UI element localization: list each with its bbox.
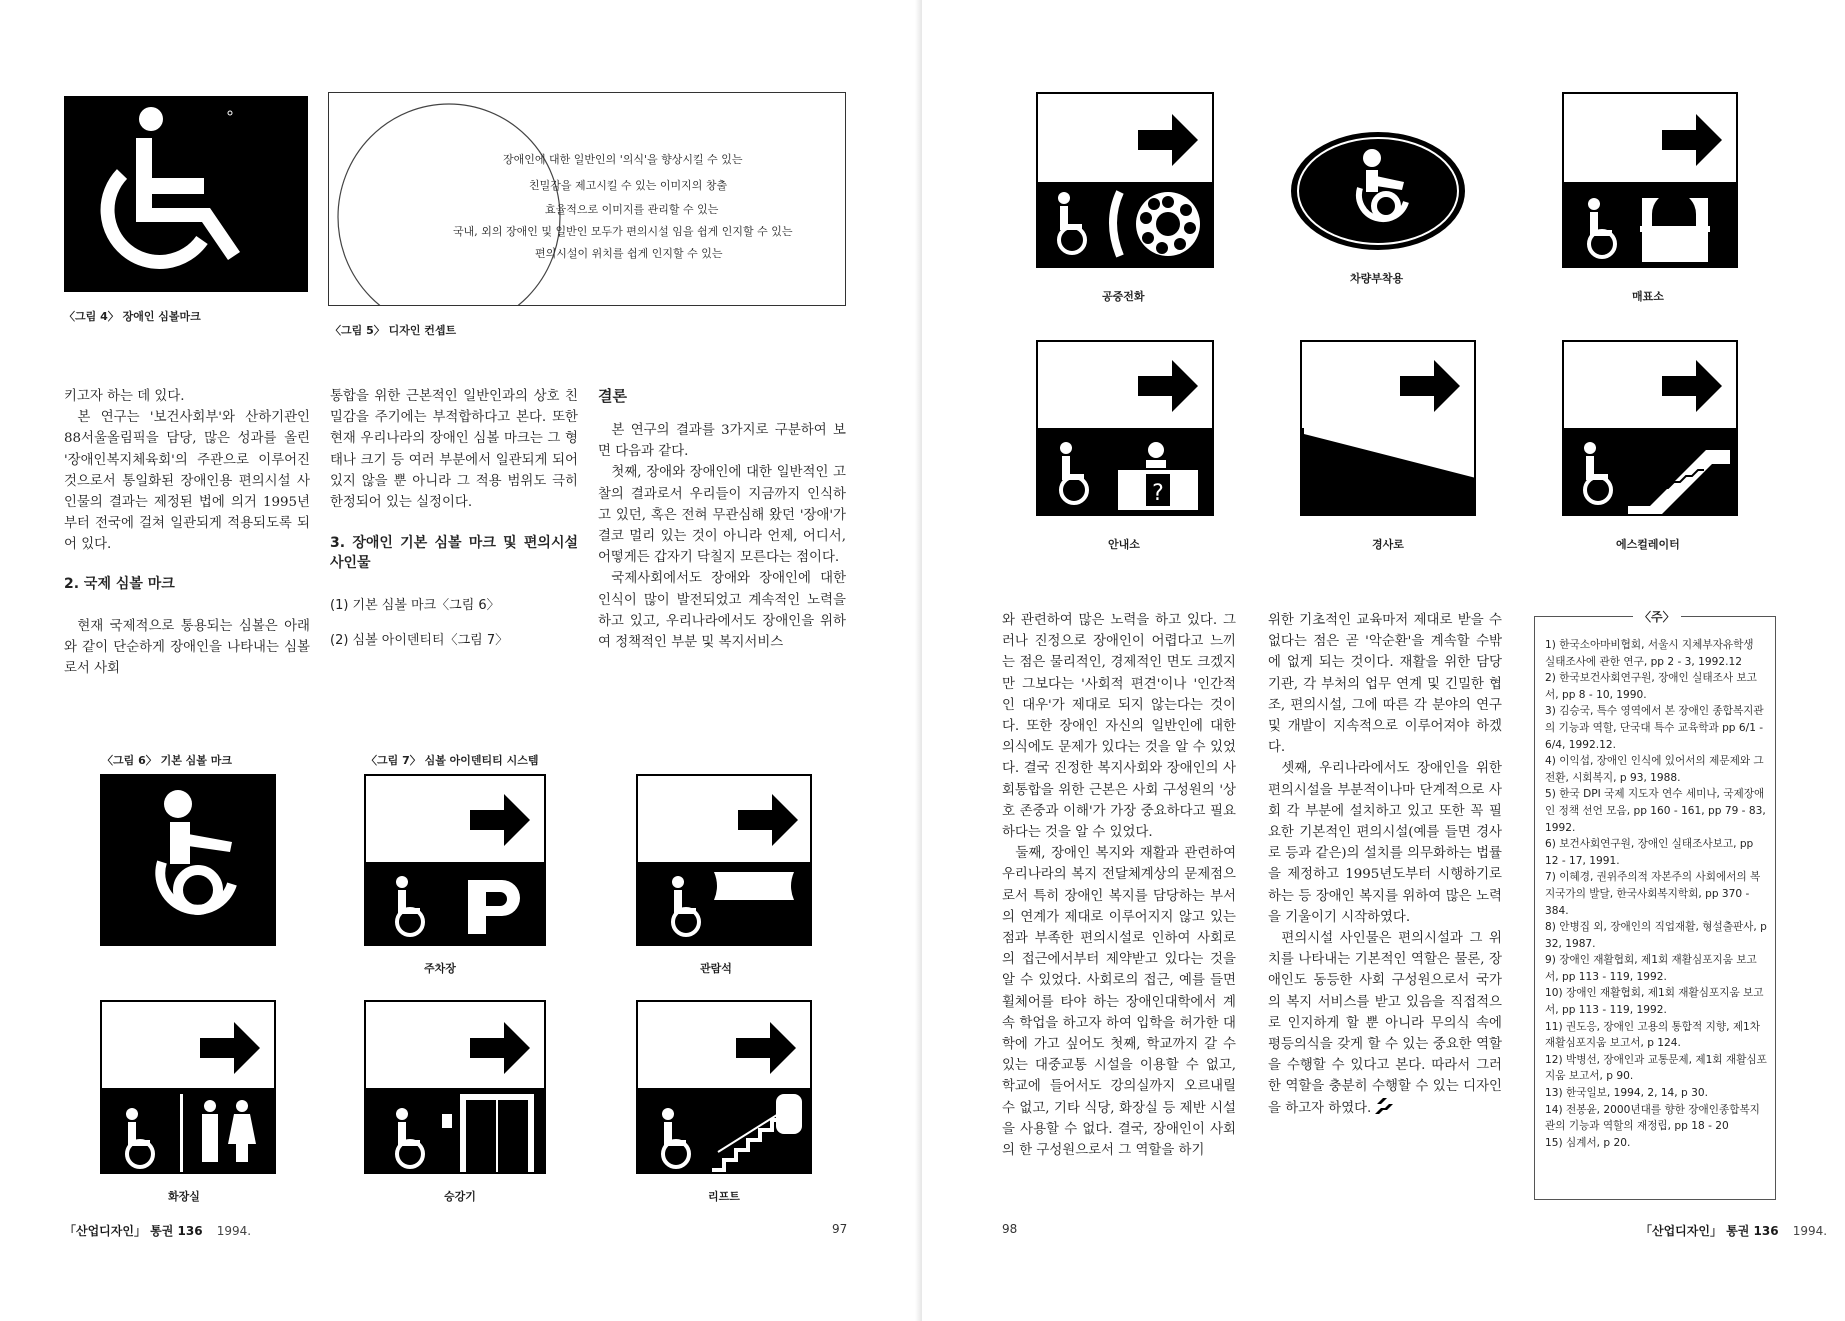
ramp-icon bbox=[1304, 428, 1476, 478]
paragraph-text: 편의시설 사인물은 편의시설과 그 위치를 나타내는 기본적인 역할은 물론, 장애인도 동등한 사회 구성원으로서 국가의 복지 서비스를 받고 있음을 직접적으로 인지하게 할 뿐 아니라 무의식 속에 평등의식을 갖게 할 수 있는 중요한 역할을 수행할 수 있다고 본다. 따라서 그러한 역할을 충분히 수행할 수 있는 디자인을 하고자 하였다. bbox=[1268, 931, 1502, 1116]
escalator-icon bbox=[1628, 450, 1730, 516]
paragraph: 위한 기초적인 교육마저 제대로 받을 수 없다는 점은 곧 '악순환'을 계속할 수밖에 없게 되는 것이다. 재활을 위한 담당기관, 각 부처의 업무 연계 및 긴밀한 협조, 편의시설, 그에 따른 각 분야의 연구 및 개발이 지속적으로 이루어져야 하겠다. bbox=[1268, 613, 1502, 756]
note-item: 15) 심계서, p 20. bbox=[1545, 1136, 1631, 1149]
fig6-caption: 〈그림 6〉 기본 심볼 마크 bbox=[102, 754, 232, 767]
note-item: 9) 장애인 재활협회, 제1회 재활심포지움 보고서, pp 113 - 119, 1992. bbox=[1545, 954, 1757, 983]
footer-magazine bbox=[64, 1222, 251, 1239]
paragraph: 키고자 하는 데 있다. bbox=[64, 389, 185, 404]
sign-label-escalator: 에스컬레이터 bbox=[1616, 538, 1680, 551]
paragraph bbox=[1268, 928, 1502, 1119]
magazine-year: 1994. bbox=[216, 1224, 252, 1238]
note-item: 5) 한국 DPI 국제 지도자 연수 세미나, 국제장애인 정책 선언 모음, pp 160 - 161, pp 79 - 83, 1992. bbox=[1545, 788, 1766, 834]
wheelchair-icon bbox=[1584, 442, 1611, 503]
conclusion-heading: 결론 bbox=[598, 387, 627, 405]
magazine-title: 「산업디자인」 bbox=[1640, 1224, 1722, 1238]
sign-label-parking: 주차장 bbox=[424, 962, 456, 975]
sign-label-public-phone: 공중전화 bbox=[1102, 290, 1145, 303]
left-page bbox=[0, 0, 922, 1321]
wheelchair-icon bbox=[396, 876, 423, 935]
paragraph: 와 관련하여 많은 노력을 하고 있다. 그러나 진정으로 장애인이 어렵다고 느끼는 점은 물리적인, 경제적인 면도 크겠지만 그보다는 '사회적 편견'이나 '인간적인 대우'가 제대로 되지 않는다는 것이다. 또한 장애인 자신의 일반인에 대한 의식에도 문제가 있다는 것을 알 수 있었다. 결국 진정한 복지사회와 장애인의 사회통합을 위한 근본은 사회 구성원의 '상호 존중과 이해'가 가장 중요하다고 필요하다는 것을 알 수 있었다. bbox=[1002, 613, 1236, 841]
concept-line-2: 친밀감을 제고시킬 수 있는 이미지의 창출 bbox=[529, 179, 728, 192]
ticket-office-icon bbox=[1640, 192, 1710, 262]
sign-label-restroom: 화장실 bbox=[168, 1190, 200, 1203]
note-item: 12) 박병선, 장애인과 교통문제, 제1회 재활심포지움 보고서, p 90. bbox=[1545, 1053, 1767, 1083]
note-item: 7) 이혜경, 권위주의적 자본주의 사회에서의 복지국가의 발달, 한국사회복지학회, pp 370 - 384. bbox=[1545, 871, 1761, 917]
section-heading-2: 2. 국제 심볼 마크 bbox=[64, 575, 175, 592]
parking-icon bbox=[468, 880, 520, 934]
fig5-concept-box bbox=[328, 92, 846, 306]
concept-line-5: 편의시설이 위치를 쉽게 인지할 수 있는 bbox=[535, 247, 723, 260]
note-item: 1) 한국소아마비협회, 서울시 지체부자유학생 실태조사에 관한 연구, pp 2 - 3, 1992.12 bbox=[1545, 639, 1754, 668]
subsection-item-2: (2) 심볼 아이덴티티〈그림 7〉 bbox=[330, 633, 509, 649]
wheelchair-icon bbox=[126, 1108, 153, 1167]
sign-lift bbox=[636, 1000, 812, 1174]
sign-elevator bbox=[364, 1000, 546, 1174]
wheelchair-icon bbox=[1060, 442, 1087, 503]
note-item: 11) 권도응, 장애인 고용의 통합적 지향, 제1차 재활심포지움 보고서, p 124. bbox=[1545, 1020, 1761, 1050]
fig7-caption: 〈그림 7〉 심볼 아이덴티티 시스템 bbox=[366, 754, 539, 767]
page-number: 97 bbox=[832, 1222, 848, 1236]
footer-magazine bbox=[1640, 1222, 1827, 1239]
sign-seating bbox=[636, 774, 812, 946]
arrow-right-icon bbox=[1662, 114, 1722, 166]
wheelchair-icon bbox=[662, 1108, 689, 1167]
arrow-right-icon bbox=[470, 1022, 530, 1074]
svg-text:?: ? bbox=[1152, 481, 1164, 506]
note-item: 3) 김승국, 특수 영역에서 본 장애인 종합복지관의 기능과 역할, 단국대 특수 교육학과 pp 6/1 - 6/4, 1992.12. bbox=[1545, 705, 1764, 751]
arrow-right-icon bbox=[736, 1022, 796, 1074]
magazine-issue: 통권 136 bbox=[1726, 1224, 1779, 1238]
concept-circle bbox=[329, 93, 845, 305]
magazine-title: 「산업디자인」 bbox=[64, 1224, 146, 1238]
paragraph: 셋째, 우리나라에서도 장애인을 위한 편의시설을 부분적이나마 단계적으로 사회 각 부분에 설치하고 있고 또한 꼭 필요한 기본적인 편의시설(예를 들면 경사로 등과 같은)의 설치를 의무화하는 법률을 제정하고 1995년도부터 시행하기로 하는 등 장애인 복지를 위하여 많은 노력을 기울이기 시작하였다. bbox=[1268, 761, 1502, 925]
paragraph: 통합을 위한 근본적인 일반인과의 상호 친밀감을 주기에는 부적합하다고 본다. 또한 현재 우리나라의 장애인 심볼 마크는 그 형태나 크기 등 여러 부분에서 일관되게 되어 있지 않을 뿐 아니라 그 적용 범위도 극히 한정되어 있는 실정이다. bbox=[330, 389, 578, 511]
sign-information bbox=[1036, 340, 1214, 516]
telephone-icon bbox=[1113, 192, 1200, 256]
paragraph: 첫째, 장애와 장애인에 대한 일반적인 고찰의 결과로서 우리들이 지금까지 인식하고 있던, 혹은 전혀 무관심해 왔던 '장애'가 결코 멀리 있는 것이 아니라 언제, 어디서, 어떻게든 갑자기 닥칠지 모른다는 점이다. bbox=[598, 465, 846, 566]
right-col-2 bbox=[1268, 610, 1502, 1119]
sign-restroom bbox=[100, 1000, 276, 1174]
sign-vehicle bbox=[1290, 130, 1466, 252]
arrow-right-icon bbox=[1138, 360, 1198, 412]
wheelchair-icon bbox=[672, 876, 699, 935]
sign-escalator bbox=[1562, 340, 1738, 516]
left-col-1 bbox=[64, 386, 310, 679]
concept-line-3: 효율적으로 이미지를 관리할 수 있는 bbox=[545, 203, 719, 216]
sign-parking bbox=[364, 774, 546, 946]
fig4-caption: 〈그림 4〉 장애인 심볼마크 bbox=[64, 310, 201, 323]
paragraph: 둘째, 장애인 복지와 재활과 관련하여 우리나라의 복지 전달체계상의 문제점으로서 특히 장애인 복지를 담당하는 부서의 연계가 제대로 이루어지지 않고 있는 점과 부족한 편의시설로 인하여 사회로의 접근에서부터 제약받고 있다는 것을 알 수 있었다. 사회로의 접근, 예를 들면 휠체어를 타야 하는 장애인대학에서 계속 학업을 하고자 하여 입학을 허가한 대학에 가고 싶어도 첫째, 학교까지 갈 수 있는 대중교통 시설을 이용할 수 없고, 학교에 들어서도 강의실까지 오르내릴 수 없고, 기타 식당, 화장실 등 제반 시설을 사용할 수 없다. 결국, 장애인이 사회의 한 구성원으로서 그 역할을 하기 bbox=[1002, 846, 1236, 1159]
restroom-icon bbox=[202, 1100, 256, 1162]
sign-label-lift: 리프트 bbox=[708, 1190, 740, 1203]
paragraph: 국제사회에서도 장애와 장애인에 대한 인식이 많이 발전되었고 계속적인 노력을 하고 있고, 우리나라에서도 장애인을 위하여 정책적인 부분 및 복지서비스 bbox=[598, 571, 846, 651]
note-item: 10) 장애인 재활협회, 제1회 재활심포지움 보고서, pp 113 - 119, 1992. bbox=[1545, 987, 1764, 1017]
sign-label-ticket-office: 매표소 bbox=[1632, 290, 1664, 303]
arrow-right-icon bbox=[1138, 114, 1198, 166]
sign-label-seating: 관람석 bbox=[700, 962, 732, 975]
sign-ramp bbox=[1300, 340, 1476, 516]
arrow-right-icon bbox=[1400, 360, 1460, 412]
section-heading-3: 3. 장애인 기본 심볼 마크 및 편의시설 사인물 bbox=[330, 535, 578, 572]
note-item: 14) 전봉윤, 2000년대를 향한 장애인종합복지관의 기능과 역할의 재정립, pp 18 - 20 bbox=[1545, 1103, 1760, 1133]
elevator-icon bbox=[442, 1094, 534, 1174]
note-item: 8) 안병집 외, 장애인의 직업재활, 형설출판사, p 32, 1987. bbox=[1545, 921, 1767, 950]
note-item: 13) 한국일보, 1994, 2, 14, p 30. bbox=[1545, 1087, 1708, 1100]
sign-public-phone bbox=[1036, 92, 1214, 268]
page-number: 98 bbox=[1002, 1222, 1018, 1236]
concept-line-4: 국내, 외의 장애인 및 일반인 모두가 편의시설 임을 쉽게 인지할 수 있는 bbox=[453, 225, 793, 238]
fig5-caption: 〈그림 5〉 디자인 컨셉트 bbox=[330, 324, 457, 337]
concept-line-1: 장애인에 대한 일반인의 '의식'을 향상시킬 수 있는 bbox=[503, 153, 743, 166]
right-page bbox=[922, 0, 1845, 1321]
left-col-2 bbox=[330, 386, 578, 666]
magazine-year: 1994. bbox=[1792, 1224, 1828, 1238]
sign-label-ramp: 경사로 bbox=[1372, 538, 1404, 551]
arrow-right-icon bbox=[470, 794, 530, 846]
note-item: 4) 이익섭, 장애인 인식에 있어서의 제문제와 그 전환, 시회복지, p 93, 1988. bbox=[1545, 755, 1764, 784]
sign-ticket-office bbox=[1562, 92, 1738, 268]
seating-icon bbox=[714, 872, 794, 900]
notes-list bbox=[1545, 637, 1767, 1151]
sign-label-information: 안내소 bbox=[1108, 538, 1140, 551]
note-item: 6) 보건사회연구원, 장애인 실태조사보고, pp 12 - 17, 1991. bbox=[1545, 838, 1754, 867]
wheelchair-icon bbox=[396, 1108, 423, 1167]
paragraph: 본 연구는 '보건사회부'와 산하기관인 88서울올림픽을 담당, 많은 성과를 올린 '장애인복지체육회'의 주관으로 이루어진 것으로서 통일화된 장애인용 편의시설 사인물의 결과는 제정된 법에 의거 1995년부터 전국에 걸쳐 일관되게 적용되도록 되어 있다. bbox=[64, 410, 310, 553]
wheelchair-icon bbox=[1588, 198, 1615, 257]
notes-box bbox=[1534, 610, 1776, 1200]
magazine-issue: 통권 136 bbox=[150, 1224, 203, 1238]
paragraph: 현재 국제적으로 통용되는 심볼은 아래와 같이 단순하게 장애인을 나타내는 심볼로서 사회 bbox=[64, 618, 310, 677]
wheelchair-icon bbox=[64, 96, 308, 292]
left-col-3 bbox=[598, 386, 846, 653]
wheelchair-icon bbox=[1058, 192, 1085, 253]
note-item: 2) 한국보건사회연구원, 장애인 실태조사 보고서, pp 8 - 10, 1990. bbox=[1545, 672, 1757, 701]
notes-title: 〈주〉 bbox=[1633, 608, 1681, 625]
paragraph: 본 연구의 결과를 3가지로 구분하여 보면 다음과 같다. bbox=[598, 423, 846, 460]
subsection-item-1: (1) 기본 심볼 마크〈그림 6〉 bbox=[330, 598, 500, 614]
stair-lift-icon bbox=[712, 1094, 802, 1170]
sign-label-vehicle: 차량부착용 bbox=[1350, 272, 1404, 285]
fig4-symbol bbox=[64, 96, 308, 292]
right-col-1 bbox=[1002, 610, 1236, 1161]
fig6-basic-symbol bbox=[100, 774, 276, 946]
arrow-right-icon bbox=[1662, 360, 1722, 412]
end-mark-icon bbox=[1375, 1098, 1393, 1114]
information-desk-icon bbox=[1118, 442, 1198, 510]
sign-label-elevator: 승강기 bbox=[444, 1190, 476, 1203]
wheelchair-icon bbox=[100, 774, 276, 946]
arrow-right-icon bbox=[200, 1022, 260, 1074]
arrow-right-icon bbox=[738, 794, 798, 846]
